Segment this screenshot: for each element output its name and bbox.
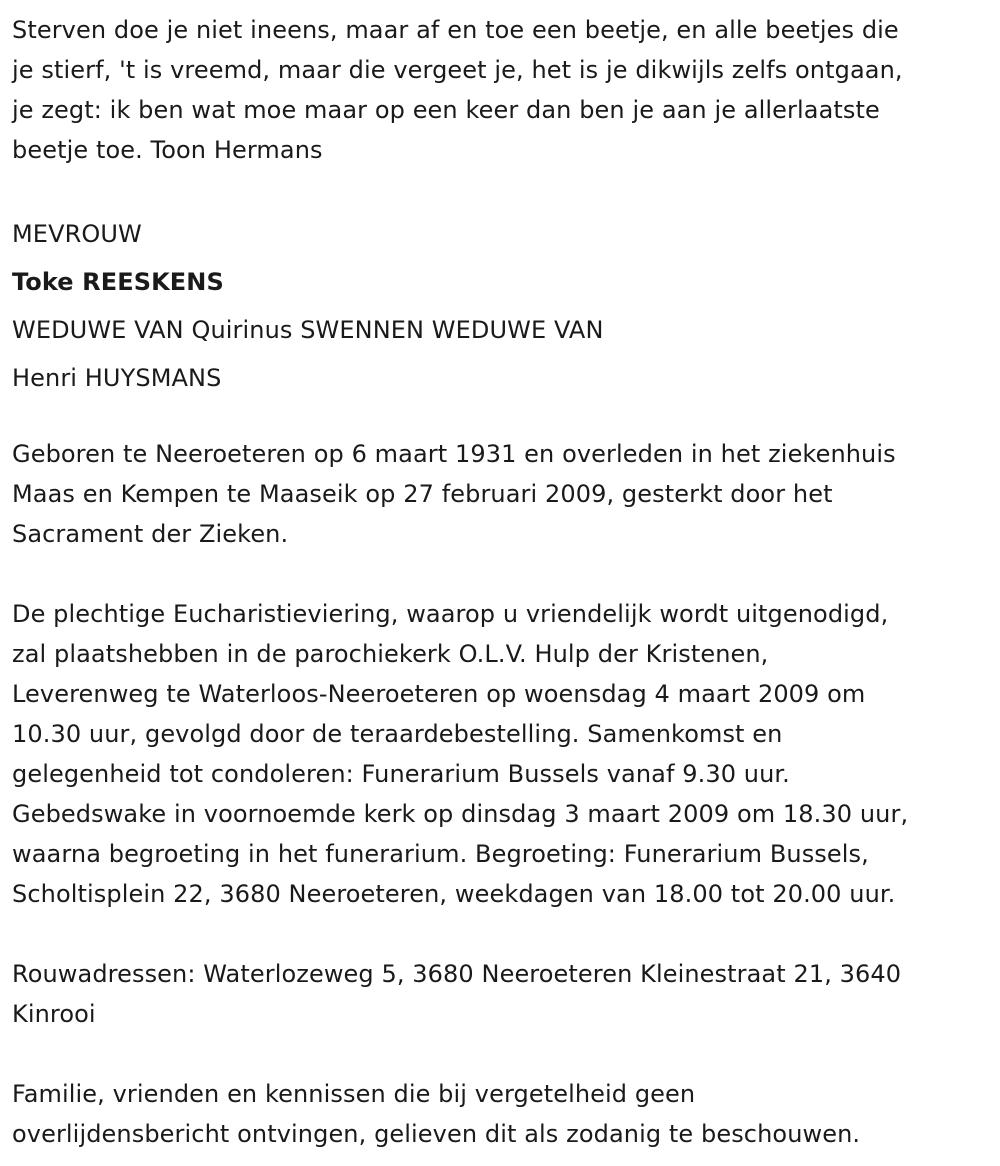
widow-of-line-1: WEDUWE VAN Quirinus SWENNEN WEDUWE VAN [12, 316, 604, 344]
birth-death-line: Sacrament der Zieken. [12, 520, 289, 548]
ceremony-line: Leverenweg te Waterloos-Neeroeteren op woensdag 4 maart 2009 om [12, 680, 866, 708]
ceremony-paragraph [12, 594, 988, 914]
birth-death-paragraph [12, 434, 988, 554]
deceased-header [12, 210, 988, 402]
quote-line: je stierf, 't is vreemd, maar die vergeet je, het is je dikwijls zelfs ontgaan, [12, 56, 903, 84]
birth-death-line: Geboren te Neeroeteren op 6 maart 1931 en overleden in het ziekenhuis [12, 440, 896, 468]
quote-paragraph [12, 10, 988, 170]
ceremony-line: zal plaatshebben in de parochiekerk O.L.V. Hulp der Kristenen, [12, 640, 769, 668]
ceremony-line: 10.30 uur, gevolgd door de teraardebestelling. Samenkomst en [12, 720, 783, 748]
ceremony-line: Gebedswake in voornoemde kerk op dinsdag 3 maart 2009 om 18.30 uur, [12, 800, 909, 828]
deceased-name: Toke REESKENS [12, 268, 224, 296]
closing-line: Familie, vrienden en kennissen die bij vergetelheid geen [12, 1080, 696, 1108]
ceremony-line: waarna begroeting in het funerarium. Begroeting: Funerarium Bussels, [12, 840, 869, 868]
quote-line: beetje toe. Toon Hermans [12, 136, 323, 164]
closing-line: overlijdensbericht ontvingen, gelieven dit als zodanig te beschouwen. [12, 1120, 861, 1148]
ceremony-line: Scholtisplein 22, 3680 Neeroeteren, weekdagen van 18.00 tot 20.00 uur. [12, 880, 896, 908]
closing-paragraph [12, 1074, 988, 1154]
widow-of-line-2: Henri HUYSMANS [12, 364, 222, 392]
birth-death-line: Maas en Kempen te Maaseik op 27 februari 2009, gesterkt door het [12, 480, 833, 508]
ceremony-line: De plechtige Eucharistieviering, waarop u vriendelijk wordt uitgenodigd, [12, 600, 889, 628]
addresses-paragraph [12, 954, 988, 1034]
quote-line: Sterven doe je niet ineens, maar af en toe een beetje, en alle beetjes die [12, 16, 899, 44]
addresses-line: Rouwadressen: Waterlozeweg 5, 3680 Neeroeteren Kleinestraat 21, 3640 [12, 960, 902, 988]
quote-line: je zegt: ik ben wat moe maar op een keer dan ben je aan je allerlaatste [12, 96, 880, 124]
honorific-title: MEVROUW [12, 220, 142, 248]
ceremony-line: gelegenheid tot condoleren: Funerarium Bussels vanaf 9.30 uur. [12, 760, 790, 788]
addresses-line: Kinrooi [12, 1000, 96, 1028]
